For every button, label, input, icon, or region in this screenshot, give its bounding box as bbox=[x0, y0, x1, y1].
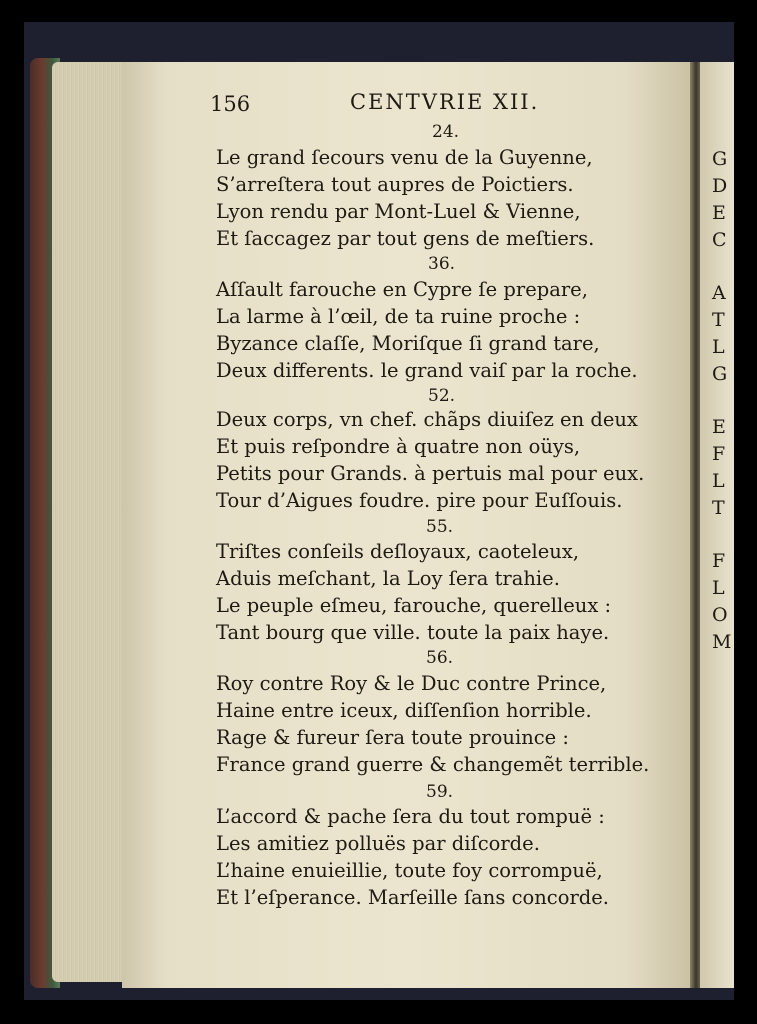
verse-line: Triſtes conſeils deſloyaux, caoteleux, bbox=[216, 540, 580, 563]
verse-line: Tant bourg que ville. toute la paix haye. bbox=[216, 621, 610, 644]
facing-letter: L bbox=[712, 470, 725, 492]
verse-line: Aſſault farouche en Cypre ſe prepare, bbox=[216, 278, 588, 301]
verse-line: Et puis reſpondre à quatre non oüys, bbox=[216, 435, 581, 458]
verse-line: Deux differents. le grand vaiſ par la roche. bbox=[216, 359, 638, 382]
verse-line: France grand guerre & changemẽt terrible. bbox=[216, 753, 650, 776]
stanza-number: 52. bbox=[428, 386, 456, 406]
verse-line: Lyon rendu par Mont-Luel & Vienne, bbox=[216, 200, 581, 223]
stanza-number: 36. bbox=[428, 254, 456, 274]
facing-letter: O bbox=[712, 604, 728, 626]
page-number: 156 bbox=[210, 92, 251, 116]
verse-line: Le grand ſecours venu de la Guyenne, bbox=[216, 146, 593, 169]
verse-line: La larme à l’œil, de ta ruine proche : bbox=[216, 305, 581, 328]
verse-line: S’arreſtera tout aupres de Poictiers. bbox=[216, 173, 574, 196]
verse-line: Et ſaccagez par tout gens de meſtiers. bbox=[216, 227, 595, 250]
facing-letter: M bbox=[712, 631, 732, 653]
verse-line: Tour d’Aigues foudre. pire pour Euſſouis. bbox=[216, 489, 623, 512]
facing-letter: G bbox=[712, 363, 728, 385]
facing-letter: A bbox=[712, 282, 726, 304]
verse-line: Le peuple eſmeu, farouche, querelleux : bbox=[216, 594, 612, 617]
facing-letter: G bbox=[712, 148, 728, 170]
facing-letter: D bbox=[712, 175, 728, 197]
facing-letter: E bbox=[712, 416, 726, 438]
page-edges bbox=[52, 62, 128, 982]
facing-letter: T bbox=[712, 497, 725, 519]
facing-letter: F bbox=[712, 443, 726, 465]
facing-letter: L bbox=[712, 336, 725, 358]
facing-letter: C bbox=[712, 229, 727, 251]
facing-page bbox=[700, 62, 734, 988]
stanza-number: 24. bbox=[432, 122, 460, 142]
stanza-number: 59. bbox=[426, 782, 454, 802]
stanza-number: 56. bbox=[426, 648, 454, 668]
stanza-number: 55. bbox=[426, 517, 454, 537]
verse-line: Haine entre iceux, diſſenſion horrible. bbox=[216, 699, 592, 722]
verse-line: Les amitiez polluës par diſcorde. bbox=[216, 832, 540, 855]
verse-line: L’accord & pache ſera du tout rompuë : bbox=[216, 805, 605, 828]
facing-letter: E bbox=[712, 202, 726, 224]
facing-letter: T bbox=[712, 309, 725, 331]
verse-line: Aduis meſchant, la Loy ſera trahie. bbox=[216, 567, 560, 590]
running-header: CENTVRIE XII. bbox=[350, 90, 540, 114]
verse-line: Et l’eſperance. Marſeille ſans concorde. bbox=[216, 886, 609, 909]
verse-line: Roy contre Roy & le Duc contre Prince, bbox=[216, 672, 607, 695]
verse-line: L’haine enuieillie, toute foy corrompuë, bbox=[216, 859, 603, 882]
verse-line: Rage & fureur ſera toute prouince : bbox=[216, 726, 569, 749]
facing-letter: L bbox=[712, 577, 725, 599]
verse-line: Petits pour Grands. à pertuis mal pour eux. bbox=[216, 462, 645, 485]
facing-letter: F bbox=[712, 550, 726, 572]
verse-line: Deux corps, vn chef. chãps diuiſez en deux bbox=[216, 408, 638, 431]
verse-line: Byzance claſſe, Moriſque ſi grand tare, bbox=[216, 332, 600, 355]
